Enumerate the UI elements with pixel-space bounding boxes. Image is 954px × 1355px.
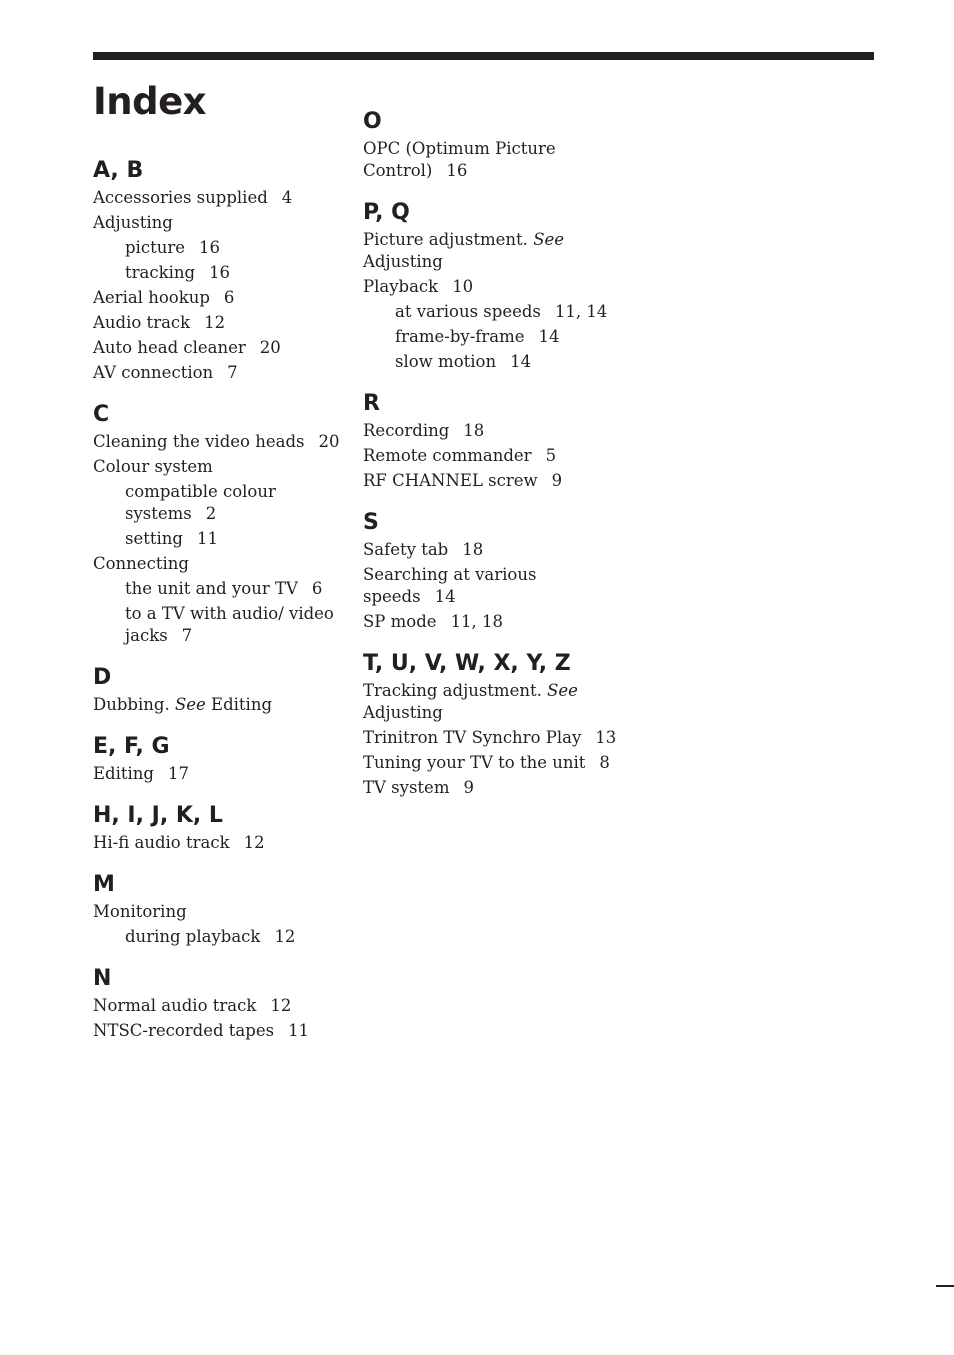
index-section bbox=[363, 197, 623, 373]
entry-term: setting bbox=[125, 529, 183, 548]
index-entry bbox=[93, 456, 343, 478]
section-heading: R bbox=[363, 391, 380, 416]
section-heading: H, I, J, K, L bbox=[93, 803, 223, 828]
index-entry bbox=[93, 312, 343, 334]
index-subentry bbox=[93, 528, 343, 550]
entry-term: Dubbing. bbox=[93, 695, 170, 714]
page-number: 18 bbox=[463, 421, 485, 440]
see-reference: See bbox=[533, 230, 565, 249]
entry-term: Hi-fi audio track bbox=[93, 833, 230, 852]
section-heading: N bbox=[93, 966, 112, 991]
entry-term: Aerial hookup bbox=[93, 288, 210, 307]
index-entry bbox=[93, 337, 343, 359]
entry-term: Connecting bbox=[93, 554, 189, 573]
entry-term: Accessories supplied bbox=[93, 188, 268, 207]
page-number: 20 bbox=[259, 338, 281, 357]
index-section bbox=[93, 869, 343, 948]
page-number: 11 bbox=[196, 529, 218, 548]
entry-term: to a TV with audio/ video jacks bbox=[125, 604, 334, 645]
entry-term: Editing bbox=[93, 764, 154, 783]
index-section bbox=[93, 731, 343, 785]
section-heading: C bbox=[93, 402, 110, 427]
page-number: 20 bbox=[318, 432, 340, 451]
page-number: 16 bbox=[209, 263, 231, 282]
section-heading: T, U, V, W, X, Y, Z bbox=[363, 651, 571, 676]
page-number: 5 bbox=[545, 446, 557, 465]
index-entry bbox=[363, 229, 623, 273]
entry-term: SP mode bbox=[363, 612, 437, 631]
section-heading: E, F, G bbox=[93, 734, 170, 759]
section-heading: O bbox=[363, 109, 382, 134]
index-entry bbox=[93, 832, 343, 854]
index-section bbox=[93, 800, 343, 854]
index-entry bbox=[363, 138, 623, 182]
entry-term: Recording bbox=[363, 421, 450, 440]
top-rule bbox=[93, 52, 874, 60]
page-number: 4 bbox=[281, 188, 293, 207]
section-heading: D bbox=[93, 665, 112, 690]
see-target: Adjusting bbox=[363, 703, 443, 722]
index-entry bbox=[93, 763, 343, 785]
entry-term: Adjusting bbox=[93, 213, 173, 232]
index-entry bbox=[93, 901, 343, 923]
index-section bbox=[93, 155, 343, 384]
index-subentry bbox=[93, 262, 343, 284]
entry-term: Monitoring bbox=[93, 902, 187, 921]
entry-term: slow motion bbox=[395, 352, 497, 371]
page-number: 9 bbox=[463, 778, 474, 797]
page-number: 12 bbox=[204, 313, 226, 332]
thumb-tab-mark bbox=[936, 1285, 954, 1287]
index-section bbox=[363, 106, 623, 182]
index-entry bbox=[363, 276, 623, 298]
entry-term: RF CHANNEL screw bbox=[363, 471, 538, 490]
page-number: 14 bbox=[434, 587, 456, 606]
index-entry bbox=[93, 1020, 343, 1042]
entry-term: Normal audio track bbox=[93, 996, 257, 1015]
index-subentry bbox=[93, 603, 343, 647]
page-number: 16 bbox=[199, 238, 220, 257]
entry-term: TV system bbox=[363, 778, 450, 797]
index-column-left bbox=[93, 155, 343, 1057]
page-number: 8 bbox=[599, 753, 610, 772]
index-subentry bbox=[363, 301, 623, 323]
page-number: 14 bbox=[510, 352, 532, 371]
entry-term: Auto head cleaner bbox=[93, 338, 246, 357]
entry-term: Cleaning the video heads bbox=[93, 432, 305, 451]
index-entry bbox=[93, 287, 343, 309]
entry-term: frame-by-frame bbox=[395, 327, 525, 346]
index-entry bbox=[363, 539, 623, 561]
page-number: 6 bbox=[223, 288, 235, 307]
page-number: 12 bbox=[274, 927, 296, 946]
page-number: 17 bbox=[167, 764, 189, 783]
page-number: 14 bbox=[538, 327, 560, 346]
page-number: 11 bbox=[288, 1021, 310, 1040]
entry-term: Tuning your TV to the unit bbox=[363, 753, 586, 772]
index-entry bbox=[93, 694, 343, 716]
entry-term: picture bbox=[125, 238, 185, 257]
index-section bbox=[363, 648, 623, 799]
page-number: 9 bbox=[551, 471, 563, 490]
index-section bbox=[363, 388, 623, 492]
index-section bbox=[93, 963, 343, 1042]
index-entry bbox=[363, 752, 623, 774]
index-subentry bbox=[363, 351, 623, 373]
entry-term: Remote commander bbox=[363, 446, 532, 465]
page-number: 11, 14 bbox=[554, 302, 608, 321]
see-target: Adjusting bbox=[363, 252, 443, 271]
entry-term: the unit and your TV bbox=[125, 579, 298, 598]
entry-term: compatible colour systems bbox=[125, 482, 276, 523]
index-section bbox=[93, 662, 343, 716]
index-entry bbox=[93, 187, 343, 209]
entry-term: AV connection bbox=[93, 363, 214, 382]
entry-term: Safety tab bbox=[363, 540, 449, 559]
entry-term: during playback bbox=[125, 927, 261, 946]
entry-term: Trinitron TV Synchro Play bbox=[363, 728, 582, 747]
see-reference: See bbox=[174, 695, 206, 714]
index-entry bbox=[93, 995, 343, 1017]
see-target: Editing bbox=[211, 695, 273, 714]
section-heading: P, Q bbox=[363, 200, 410, 225]
section-heading: A, B bbox=[93, 158, 144, 183]
index-entry bbox=[363, 680, 623, 724]
index-subentry bbox=[363, 326, 623, 348]
entry-term: Audio track bbox=[93, 313, 191, 332]
page-number: 2 bbox=[205, 504, 217, 523]
index-section bbox=[363, 507, 623, 633]
index-entry bbox=[93, 431, 343, 453]
index-section bbox=[93, 399, 343, 647]
index-column-right bbox=[363, 106, 623, 814]
section-heading: M bbox=[93, 872, 115, 897]
page-title: Index bbox=[93, 80, 207, 123]
index-entry bbox=[363, 727, 623, 749]
page-number: 16 bbox=[446, 161, 468, 180]
index-entry bbox=[363, 777, 623, 799]
index-entry bbox=[363, 611, 623, 633]
entry-term: Playback bbox=[363, 277, 439, 296]
entry-term: Searching at various speeds bbox=[363, 565, 537, 606]
index-entry bbox=[93, 212, 343, 234]
index-subentry bbox=[93, 481, 343, 525]
index-entry bbox=[93, 553, 343, 575]
page-number: 12 bbox=[270, 996, 292, 1015]
index-entry bbox=[363, 420, 623, 442]
page-number: 7 bbox=[227, 363, 238, 382]
index-entry bbox=[363, 445, 623, 467]
page-number: 6 bbox=[311, 579, 323, 598]
index-entry bbox=[363, 564, 623, 608]
page-number: 7 bbox=[181, 626, 193, 645]
entry-term: OPC (Optimum Picture Control) bbox=[363, 139, 556, 180]
entry-term: Colour system bbox=[93, 457, 213, 476]
page-number: 11, 18 bbox=[450, 612, 504, 631]
index-entry bbox=[363, 470, 623, 492]
page-number: 18 bbox=[462, 540, 484, 559]
entry-term: Tracking adjustment. bbox=[363, 681, 542, 700]
see-reference: See bbox=[547, 681, 578, 700]
index-subentry bbox=[93, 237, 343, 259]
entry-term: Picture adjustment. bbox=[363, 230, 528, 249]
page-number: 12 bbox=[243, 833, 265, 852]
index-subentry bbox=[93, 926, 343, 948]
index-entry bbox=[93, 362, 343, 384]
page-number: 13 bbox=[595, 728, 617, 747]
index-subentry bbox=[93, 578, 343, 600]
entry-term: tracking bbox=[125, 263, 196, 282]
entry-term: at various speeds bbox=[395, 302, 541, 321]
entry-term: NTSC-recorded tapes bbox=[93, 1021, 275, 1040]
page-number: 10 bbox=[452, 277, 474, 296]
section-heading: S bbox=[363, 510, 379, 535]
